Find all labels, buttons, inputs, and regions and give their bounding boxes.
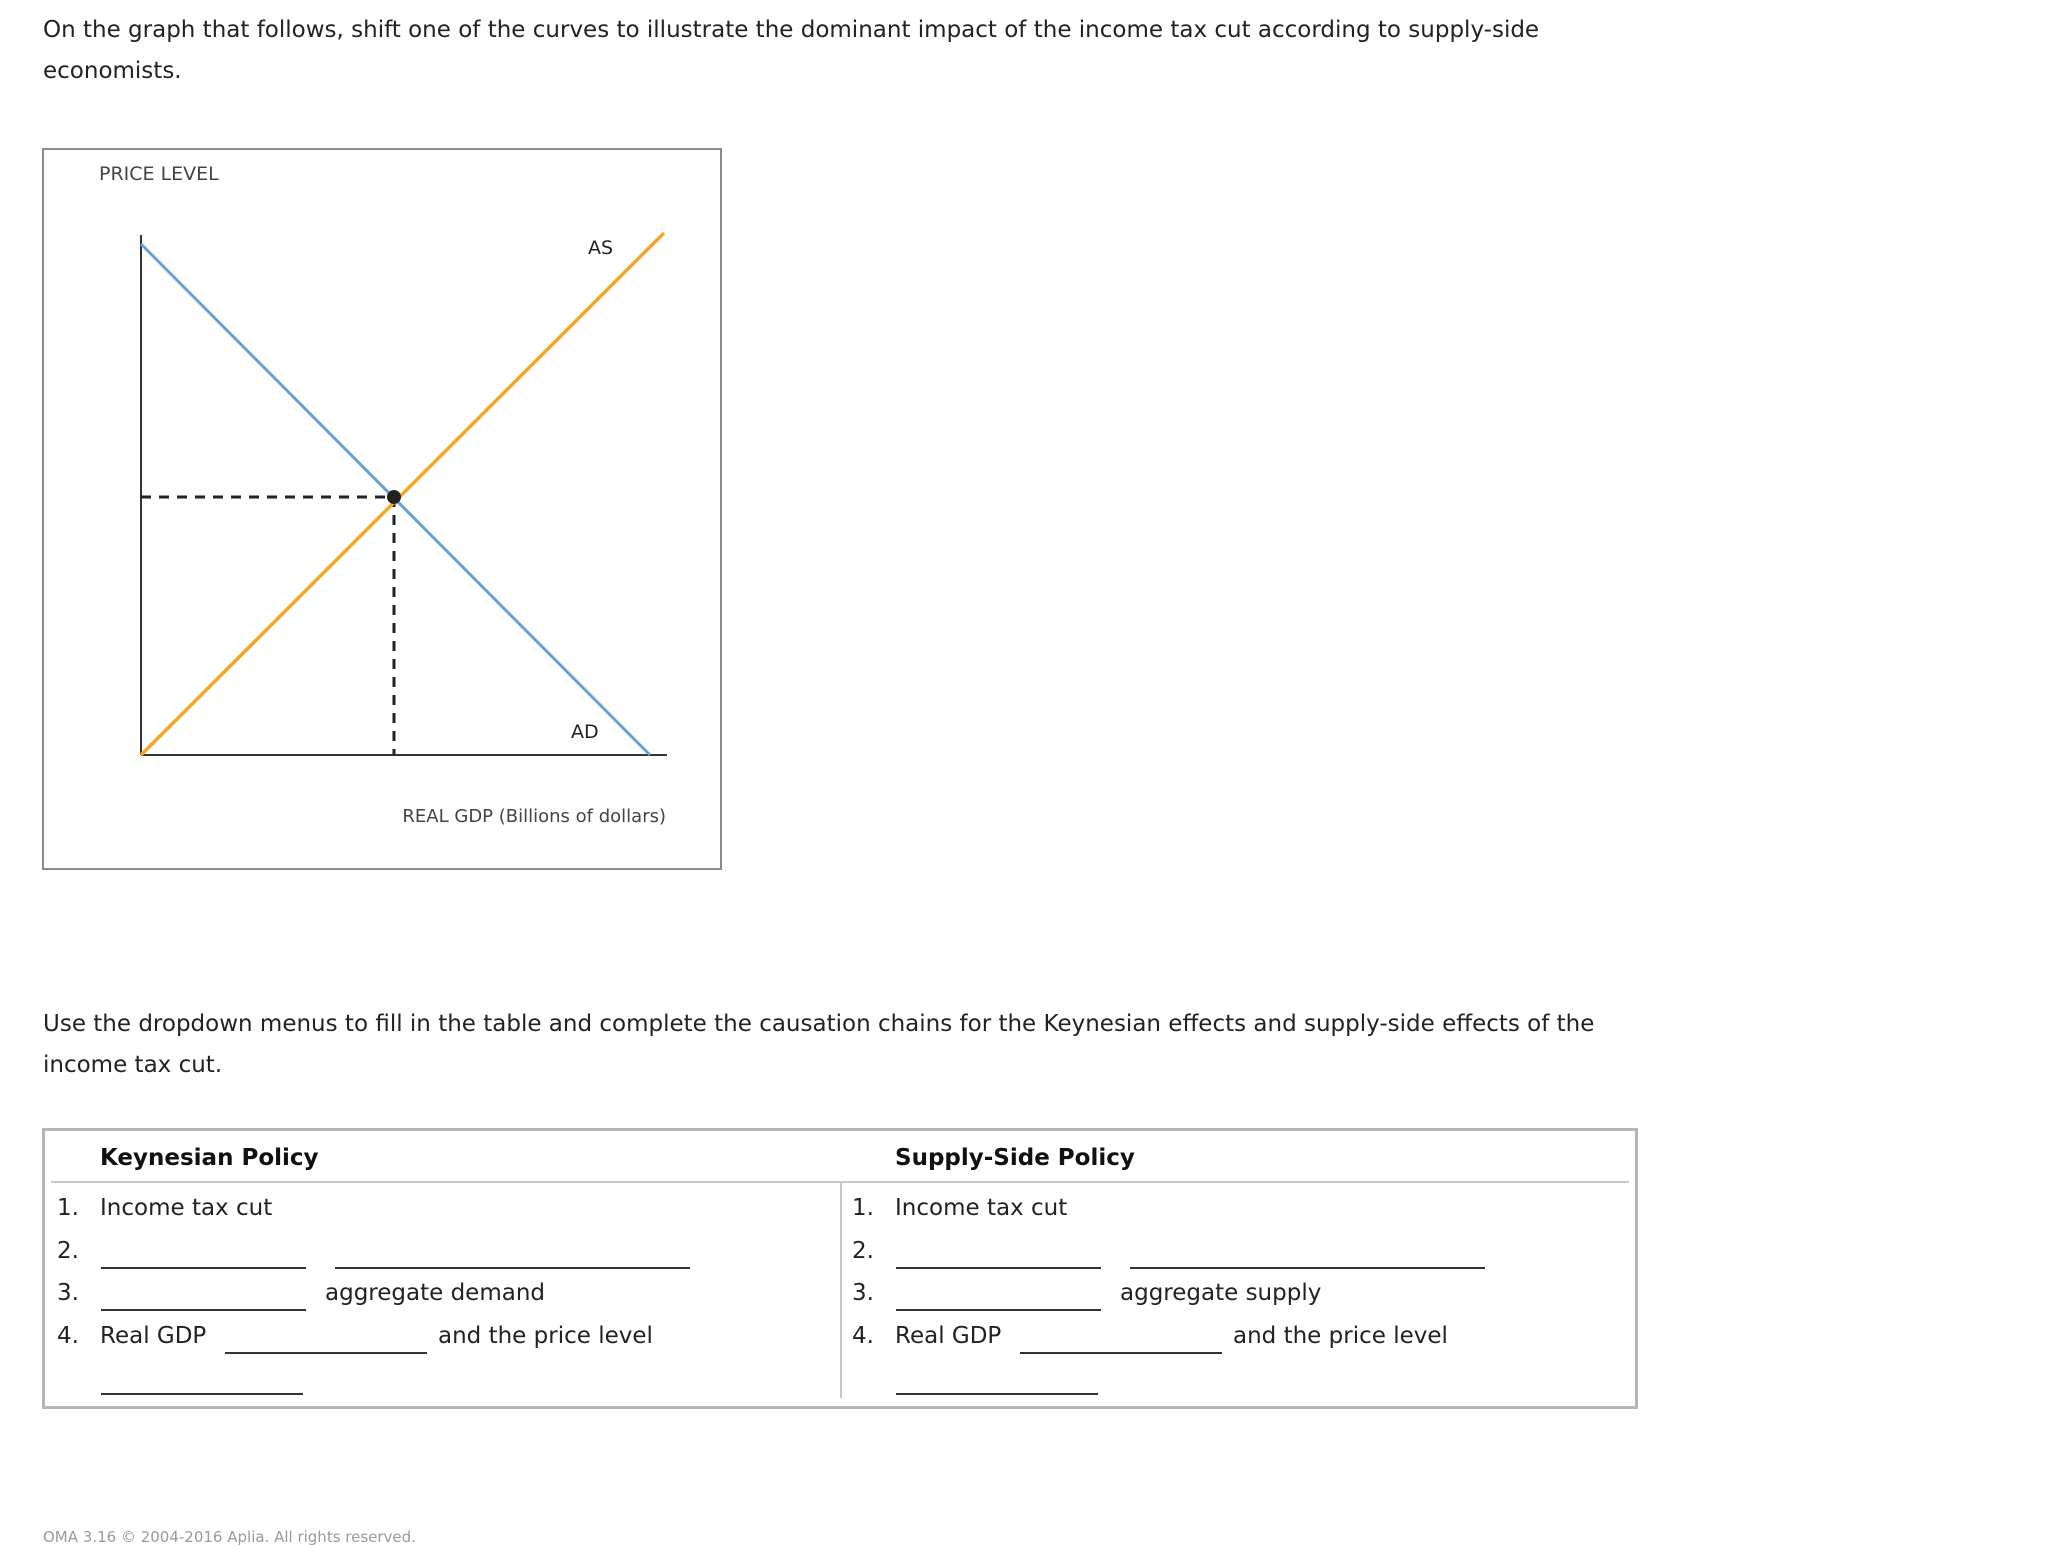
- row-number: 2.: [852, 1238, 874, 1264]
- keynesian-row-4-dropdown-a[interactable]: [225, 1352, 427, 1354]
- row-text: Income tax cut: [100, 1195, 273, 1221]
- supply-side-row-1: [840, 1191, 1635, 1233]
- keynesian-row-1: [45, 1191, 840, 1233]
- row-number: 3.: [852, 1280, 874, 1306]
- causation-table: [42, 1128, 1638, 1409]
- keynesian-heading: Keynesian Policy: [100, 1145, 319, 1171]
- supply-side-column: [840, 1131, 1635, 1406]
- supply-side-row-3: [840, 1276, 1635, 1318]
- supply-side-row-3-dropdown[interactable]: [896, 1309, 1101, 1311]
- row-tail-text: and the price level: [438, 1323, 653, 1349]
- row-number: 3.: [57, 1280, 79, 1306]
- row-number: 2.: [57, 1238, 79, 1264]
- keynesian-row-3-dropdown[interactable]: [101, 1309, 306, 1311]
- as-ad-graph[interactable]: [44, 150, 724, 872]
- supply-side-row-4-dropdown-a[interactable]: [1020, 1352, 1222, 1354]
- supply-side-row-2-dropdown-a[interactable]: [896, 1267, 1101, 1269]
- keynesian-row-2: [45, 1234, 840, 1276]
- keynesian-row-3: [45, 1276, 840, 1318]
- equilibrium-point[interactable]: [387, 490, 401, 504]
- row-number: 4.: [57, 1323, 79, 1349]
- keynesian-row-2-dropdown-a[interactable]: [101, 1267, 306, 1269]
- y-axis-label: PRICE LEVEL: [99, 163, 219, 185]
- copyright-notice: OMA 3.16 © 2004-2016 Aplia. All rights reserved.: [43, 1528, 416, 1546]
- keynesian-column: [45, 1131, 840, 1406]
- row-number: 4.: [852, 1323, 874, 1349]
- supply-side-row-2: [840, 1234, 1635, 1276]
- keynesian-row-4-dropdown-b[interactable]: [101, 1393, 303, 1395]
- ad-curve-label: AD: [571, 721, 599, 743]
- supply-side-row-2-dropdown-b[interactable]: [1130, 1267, 1485, 1269]
- row-text: aggregate supply: [1120, 1280, 1322, 1306]
- row-text: Real GDP: [100, 1323, 207, 1349]
- row-text: Income tax cut: [895, 1195, 1068, 1221]
- supply-side-row-4: [840, 1319, 1635, 1361]
- as-curve[interactable]: [141, 233, 664, 755]
- row-number: 1.: [852, 1195, 874, 1221]
- graph-panel[interactable]: [42, 148, 722, 870]
- row-number: 1.: [57, 1195, 79, 1221]
- table-instructions: Use the dropdown menus to fill in the table and complete the causation chains for the Keynesian effects and supply-side effects of the income tax cut.: [43, 1011, 1595, 1078]
- graph-instructions: On the graph that follows, shift one of the curves to illustrate the dominant impact of the income tax cut according to supply-side economists.: [43, 17, 1540, 84]
- supply-side-heading: Supply-Side Policy: [895, 1145, 1135, 1171]
- row-tail-text: and the price level: [1233, 1323, 1448, 1349]
- x-axis-label: REAL GDP (Billions of dollars): [402, 806, 666, 827]
- row-text: Real GDP: [895, 1323, 1002, 1349]
- supply-side-row-4-dropdown-b[interactable]: [896, 1393, 1098, 1395]
- keynesian-row-2-dropdown-b[interactable]: [335, 1267, 690, 1269]
- keynesian-row-4: [45, 1319, 840, 1361]
- as-curve-label: AS: [588, 237, 614, 259]
- row-text: aggregate demand: [325, 1280, 545, 1306]
